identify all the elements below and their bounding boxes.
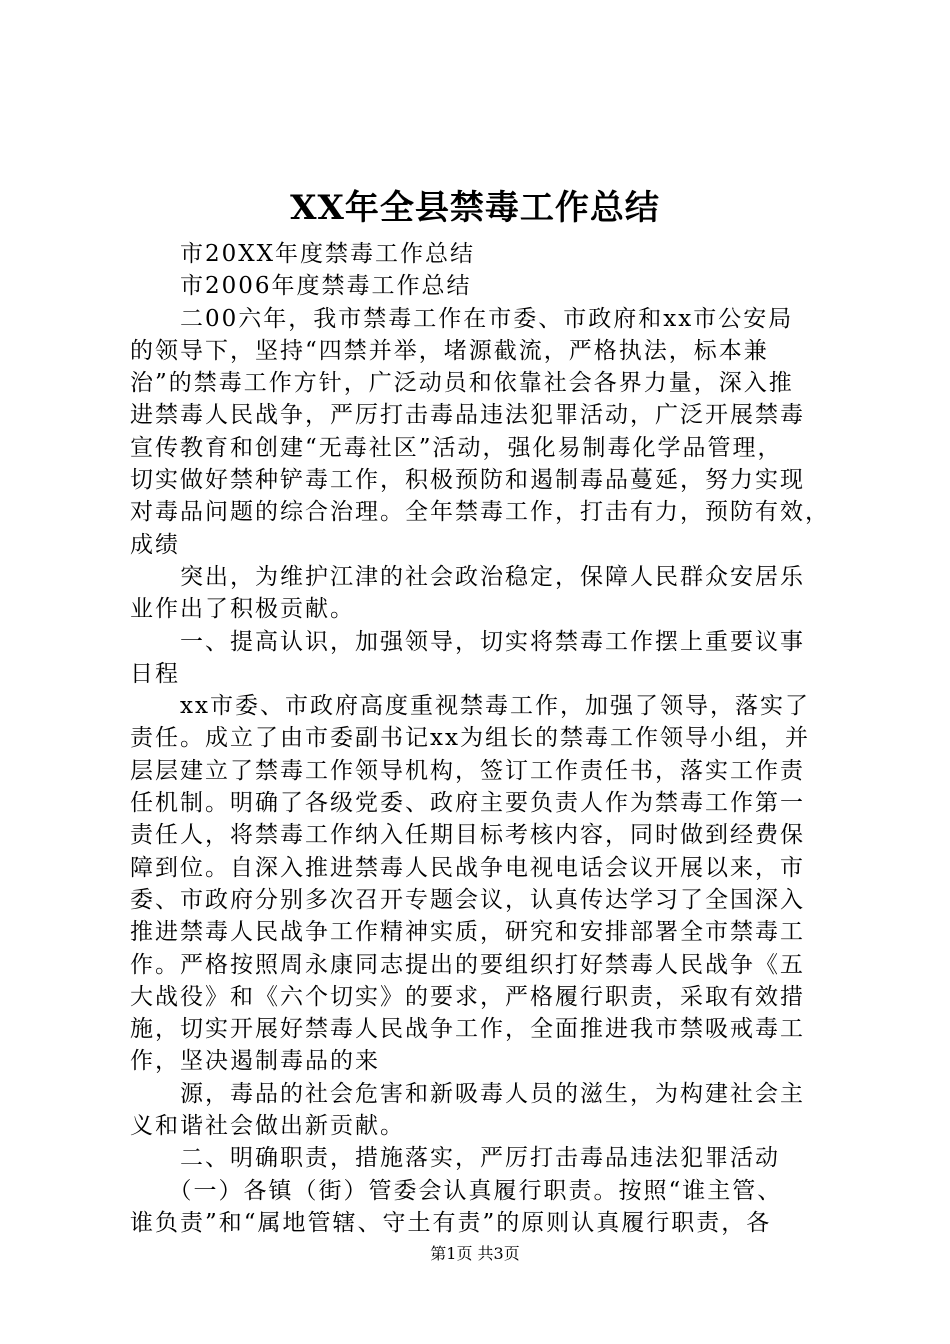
- body-text-line: 障到位。自深入推进禁毒人民战争电视电话会议开展以来，市: [130, 854, 805, 881]
- body-text-line: 推进禁毒人民战争工作精神实质，研究和安排部署全市禁毒工: [130, 919, 805, 946]
- body-text-line: 的领导下，坚持“四禁并举，堵源截流，严格执法，标本兼: [130, 337, 769, 364]
- body-text-line: 市2006年度禁毒工作总结: [130, 273, 472, 300]
- body-text-line: 宣传教育和创建“无毒社区”活动，强化易制毒化学品管理，: [130, 434, 783, 461]
- body-text-line: 大战役》和《六个切实》的要求，严格履行职责，采取有效措: [130, 983, 805, 1010]
- body-text-line: 责任。成立了由市委副书记xx为组长的禁毒工作领导小组，并: [130, 725, 810, 752]
- body-text-line: 市20XX年度禁毒工作总结: [130, 241, 476, 267]
- body-text-line: 作，坚决遏制毒品的来: [130, 1048, 380, 1075]
- document-body: [130, 238, 850, 1239]
- body-text-line: 突出，为维护江津的社会政治稳定，保障人民群众安居乐: [130, 563, 805, 590]
- body-text-line: 二、明确职责，措施落实，严厉打击毒品违法犯罪活动: [130, 1145, 780, 1172]
- body-text-line: 进禁毒人民战争，严厉打击毒品违法犯罪活动，广泛开展禁毒: [130, 402, 805, 429]
- body-text-line: 责任人，将禁毒工作纳入任期目标考核内容，同时做到经费保: [130, 822, 805, 849]
- body-text-line: 委、市政府分别多次召开专题会议，认真传达学习了全国深入: [130, 886, 805, 913]
- body-text-line: 业作出了积极贡献。: [130, 596, 355, 623]
- body-text-line: 二00六年，我市禁毒工作在市委、市政府和xx市公安局: [130, 305, 794, 332]
- body-text-line: xx市委、市政府高度重视禁毒工作，加强了领导，落实了: [130, 693, 810, 720]
- body-text-line: 作。严格按照周永康同志提出的要组织打好禁毒人民战争《五: [130, 951, 805, 978]
- body-text-line: 层层建立了禁毒工作领导机构，签订工作责任书，落实工作责: [130, 757, 805, 784]
- body-text-line: 源，毒品的社会危害和新吸毒人员的滋生，为构建社会主: [130, 1080, 805, 1107]
- body-text-line: 切实做好禁种铲毒工作，积极预防和遏制毒品蔓延，努力实现: [130, 467, 805, 494]
- body-text-line: 成绩: [130, 531, 180, 558]
- body-text-line: 日程: [130, 660, 180, 687]
- document-title: XX年全县禁毒工作总结: [290, 188, 660, 228]
- body-text-line: 一、提高认识，加强领导，切实将禁毒工作摆上重要议事: [130, 628, 805, 655]
- body-text-line: 施，切实开展好禁毒人民战争工作，全面推进我市禁吸戒毒工: [130, 1016, 805, 1043]
- body-text-line: 任机制。明确了各级党委、政府主要负责人作为禁毒工作第一: [130, 790, 805, 817]
- body-text-line: 对毒品问题的综合治理。全年禁毒工作，打击有力，预防有效，: [130, 499, 830, 526]
- body-text-line: 义和谐社会做出新贡献。: [130, 1113, 405, 1140]
- body-text-line: 治”的禁毒工作方针，广泛动员和依靠社会各界力量，深入推: [130, 370, 794, 397]
- page-footer: 第1页 共3页: [430, 1244, 520, 1263]
- body-text-line: （一）各镇（街）管委会认真履行职责。按照“谁主管、: [130, 1177, 783, 1204]
- body-text-line: 谁负责”和“属地管辖、守土有责”的原则认真履行职责，各: [130, 1209, 772, 1236]
